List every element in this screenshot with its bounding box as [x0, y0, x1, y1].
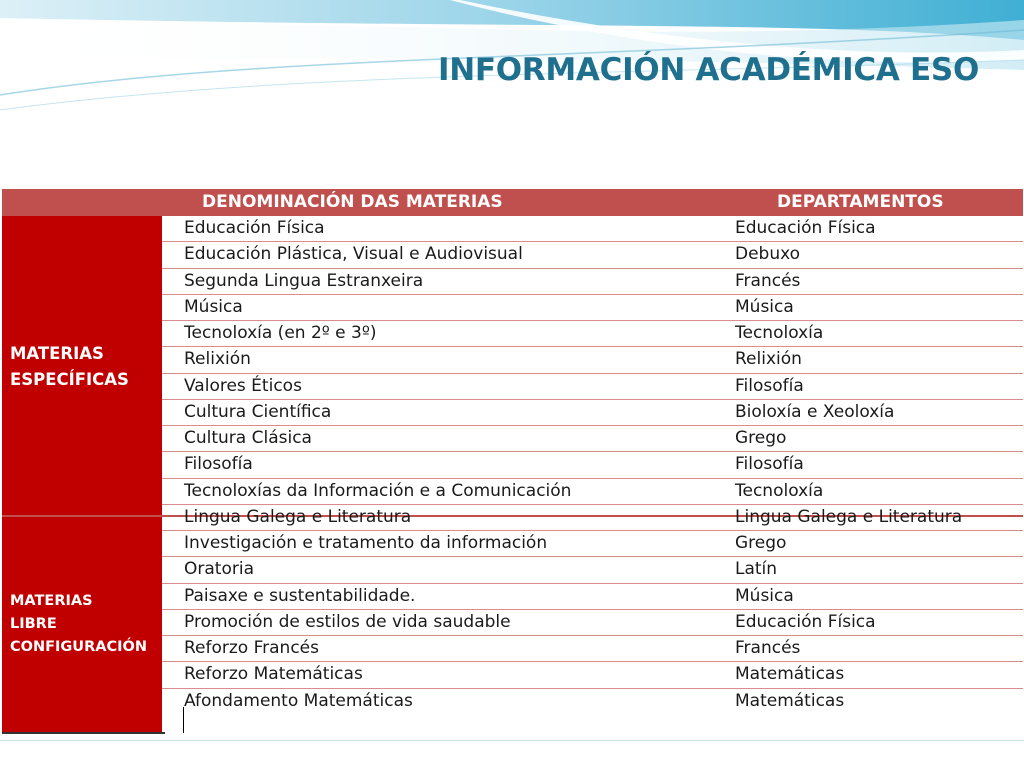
department-cell: Música	[735, 585, 794, 606]
text-cursor	[183, 707, 184, 733]
department-cell: Francés	[735, 638, 801, 658]
table-row	[162, 636, 1023, 662]
group-label-line: MATERIAS	[10, 593, 93, 609]
table-row	[162, 610, 1023, 636]
group-libre-configuracion	[2, 516, 162, 733]
group-label-line: ESPECÍFICAS	[10, 370, 129, 389]
table-row	[162, 557, 1023, 583]
subjects-table	[2, 189, 1023, 735]
subject-cell: Paisaxe e sustentabilidade.	[184, 585, 416, 606]
group-label-line: LIBRE	[10, 616, 57, 632]
table-row	[162, 347, 1023, 373]
subject-cell: Cultura Clásica	[184, 428, 312, 448]
department-cell: Relixión	[735, 349, 802, 370]
header-subject: DENOMINACIÓN DAS MATERIAS	[202, 192, 503, 212]
subject-cell: Promoción de estilos de vida saudable	[184, 611, 511, 632]
page-title: INFORMACIÓN ACADÉMICA ESO	[438, 52, 980, 88]
table-row	[162, 374, 1023, 400]
department-cell: Tecnoloxía	[735, 480, 824, 501]
table-row	[162, 216, 1023, 242]
subject-cell: Oratoria	[184, 559, 254, 580]
department-cell: Tecnoloxía	[735, 323, 824, 343]
subject-cell: Reforzo Matemáticas	[184, 664, 363, 685]
department-cell: Matemáticas	[735, 664, 845, 685]
subject-cell: Relixión	[184, 349, 251, 370]
department-cell: Grego	[735, 533, 787, 553]
table-row	[162, 662, 1023, 688]
subject-cell: Música	[184, 296, 243, 317]
table-row	[162, 479, 1023, 505]
department-cell: Educación Física	[735, 218, 876, 238]
table-row	[162, 584, 1023, 610]
department-cell: Música	[735, 296, 794, 317]
department-cell: Francés	[735, 270, 801, 291]
subject-cell: Afondamento Matemáticas	[184, 690, 413, 711]
group-especificas	[2, 216, 162, 516]
footer-divider	[0, 740, 1024, 741]
department-cell: Latín	[735, 559, 778, 580]
subject-cell: Segunda Lingua Estranxeira	[184, 270, 424, 291]
table-rows	[162, 216, 1023, 715]
table-header	[2, 189, 1023, 216]
subject-cell: Reforzo Francés	[184, 638, 319, 658]
subject-cell: Tecnoloxías da Información e a Comunicación	[184, 480, 572, 501]
department-cell: Bioloxía e Xeoloxía	[735, 401, 895, 422]
department-cell: Educación Física	[735, 611, 876, 632]
table-row	[162, 400, 1023, 426]
subject-cell: Cultura Científica	[184, 401, 332, 422]
subject-cell: Lingua Galega e Literatura	[184, 506, 412, 527]
table-row	[162, 452, 1023, 478]
department-cell: Lingua Galega e Literatura	[735, 506, 963, 527]
subject-cell: Educación Física	[184, 218, 325, 238]
table-row	[162, 295, 1023, 321]
subject-cell: Educación Plástica, Visual e Audiovisual	[184, 244, 523, 265]
group-label-line: CONFIGURACIÓN	[10, 639, 147, 655]
table-row	[162, 242, 1023, 268]
table-row	[162, 321, 1023, 347]
header-department: DEPARTAMENTOS	[777, 192, 944, 212]
department-cell: Filosofía	[735, 454, 804, 475]
subject-cell: Tecnoloxía (en 2º e 3º)	[184, 323, 377, 343]
table-bottom-border	[2, 732, 165, 734]
group-label-line: MATERIAS	[10, 344, 104, 363]
subject-cell: Filosofía	[184, 454, 253, 475]
table-row	[162, 269, 1023, 295]
department-cell: Debuxo	[735, 244, 801, 265]
subject-cell: Valores Éticos	[184, 375, 302, 396]
department-cell: Matemáticas	[735, 690, 845, 711]
table-row	[162, 505, 1023, 531]
department-cell: Filosofía	[735, 375, 804, 396]
table-row	[162, 531, 1023, 557]
table-row	[162, 689, 1023, 715]
table-row	[162, 426, 1023, 452]
subject-cell: Investigación e tratamento da información	[184, 533, 548, 553]
department-cell: Grego	[735, 428, 787, 448]
